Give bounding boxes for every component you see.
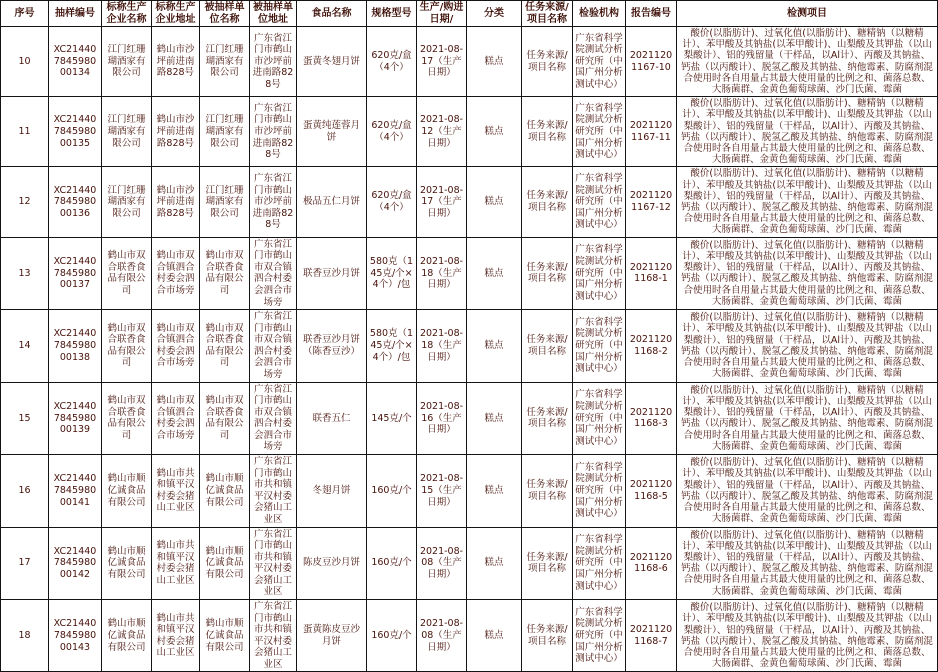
table-cell-food-name: 蛋黄纯莲蓉月饼	[297, 97, 367, 167]
table-cell-test-items: 酸价(以脂肪计)、过氧化值(以脂肪计)、糖精钠（以糖精计）、苯甲酸及其钠盐(以苯甲酸计)、山梨酸及其钾盐（以山梨酸计）、铝的残留量（干样品，以Al计）、丙酸及其钠盐、钙盐（以丙酸计）、脱氢乙酸及其钠盐、纳他霉素、防腐剂混合使用时各自用量占其最大使用量的比例之和、菌落总数、大肠菌群、金黄色葡萄球菌、沙门氏菌、霉菌	[677, 167, 938, 237]
table-cell-serial-no: 13	[1, 237, 49, 309]
table-cell-inspection-org: 广东省科学院测试分析研究所（中国广州分析测试中心）	[573, 27, 626, 97]
table-cell-inspection-org: 广东省科学院测试分析研究所（中国广州分析测试中心）	[573, 167, 626, 237]
table-cell-food-name: 极品五仁月饼	[297, 167, 367, 237]
column-header-spec-model: 规格型号	[367, 1, 417, 27]
table-cell-category: 糕点	[467, 167, 522, 237]
table-cell-task-source: 任务来源/项目名称	[522, 27, 573, 97]
table-cell-category: 糕点	[467, 97, 522, 167]
table-cell-task-source: 任务来源/项目名称	[522, 167, 573, 237]
table-cell-category: 糕点	[467, 27, 522, 97]
table-cell-inspection-org: 广东省科学院测试分析研究所（中国广州分析测试中心）	[573, 382, 626, 454]
table-cell-test-items: 酸价(以脂肪计)、过氧化值(以脂肪计)、糖精钠（以糖精计）、苯甲酸及其钠盐(以苯甲酸计)、山梨酸及其钾盐（以山梨酸计）、铝的残留量（干样品，以Al计）、丙酸及其钠盐、钙盐（以丙酸计）、脱氢乙酸及其钠盐、纳他霉素、防腐剂混合使用时各自用量占其最大使用量的比例之和、菌落总数、大肠菌群、金黄色葡萄球菌、沙门氏菌、霉菌	[677, 382, 938, 454]
table-cell-producer-name: 鹤山市双合联香食品有限公司	[102, 382, 152, 454]
table-cell-task-source: 任务来源/项目名称	[522, 382, 573, 454]
table-cell-test-items: 酸价(以脂肪计)、过氧化值(以脂肪计)、糖精钠（以糖精计）、苯甲酸及其钠盐(以苯甲酸计)、山梨酸及其钾盐（以山梨酸计）、铝的残留量（干样品，以Al计）、丙酸及其钠盐、钙盐（以丙酸计）、脱氢乙酸及其钠盐、纳他霉素、防腐剂混合使用时各自用量占其最大使用量的比例之和、菌落总数、大肠菌群、金黄色葡萄球菌、沙门氏菌、霉菌	[677, 310, 938, 382]
table-cell-serial-no: 11	[1, 97, 49, 167]
table-cell-report-no: 20211201168-1	[626, 237, 677, 309]
table-row	[1, 382, 938, 454]
table-cell-serial-no: 14	[1, 310, 49, 382]
table-cell-producer-name: 鹤山市顺亿诚食品有限公司	[102, 455, 152, 527]
table-cell-sampled-unit-address: 广东省江门市鹤山市双合镇泗合村委会泗合市场旁	[250, 382, 297, 454]
table-cell-sample-no: XC21440784598000137	[49, 237, 102, 309]
table-cell-inspection-org: 广东省科学院测试分析研究所（中国广州分析测试中心）	[573, 527, 626, 599]
table-cell-producer-name: 江门红珊瑚酒家有限公司	[102, 97, 152, 167]
table-cell-test-items: 酸价(以脂肪计)、过氧化值(以脂肪计)、糖精钠（以糖精计）、苯甲酸及其钠盐(以苯甲酸计)、山梨酸及其钾盐（以山梨酸计）、铝的残留量（干样品，以Al计）、丙酸及其钠盐、钙盐（以丙酸计）、脱氢乙酸及其钠盐、纳他霉素、防腐剂混合使用时各自用量占其最大使用量的比例之和、菌落总数、大肠菌群、金黄色葡萄球菌、沙门氏菌、霉菌	[677, 527, 938, 599]
column-header-sampled-unit-name: 被抽样单位名称	[200, 1, 250, 27]
table-cell-test-items: 酸价(以脂肪计)、过氧化值(以脂肪计)、糖精钠（以糖精计）、苯甲酸及其钠盐(以苯甲酸计)、山梨酸及其钾盐（以山梨酸计）、铝的残留量（干样品，以Al计）、丙酸及其钠盐、钙盐（以丙酸计）、脱氢乙酸及其钠盐、纳他霉素、防腐剂混合使用时各自用量占其最大使用量的比例之和、菌落总数、大肠菌群、金黄色葡萄球菌、沙门氏菌、霉菌	[677, 237, 938, 309]
table-header-row	[1, 1, 938, 27]
table-cell-food-name: 冬翅月饼	[297, 455, 367, 527]
table-cell-sample-no: XC21440784598000141	[49, 455, 102, 527]
table-body	[1, 27, 938, 672]
table-cell-category: 糕点	[467, 600, 522, 672]
column-header-report-no: 报告编号	[626, 1, 677, 27]
table-cell-serial-no: 17	[1, 527, 49, 599]
table-cell-food-name: 联香豆沙月饼	[297, 237, 367, 309]
table-cell-sampled-unit-address: 广东省江门市鹤山市共和镇平汉村委会猪山工业区	[250, 600, 297, 672]
table-cell-inspection-org: 广东省科学院测试分析研究所（中国广州分析测试中心）	[573, 600, 626, 672]
table-cell-serial-no: 10	[1, 27, 49, 97]
table-cell-test-items: 酸价(以脂肪计)、过氧化值(以脂肪计)、糖精钠（以糖精计）、苯甲酸及其钠盐(以苯甲酸计)、山梨酸及其钾盐（以山梨酸计）、铝的残留量（干样品，以Al计）、丙酸及其钠盐、钙盐（以丙酸计）、脱氢乙酸及其钠盐、纳他霉素、防腐剂混合使用时各自用量占其最大使用量的比例之和、菌落总数、大肠菌群、金黄色葡萄球菌、沙门氏菌、霉菌	[677, 97, 938, 167]
table-cell-food-name: 联香豆沙月饼（陈香豆沙）	[297, 310, 367, 382]
table-cell-production-date: 2021-08-16（生产日期）	[417, 382, 467, 454]
table-cell-sampled-unit-name: 江门红珊瑚酒家有限公司	[200, 167, 250, 237]
table-cell-spec-model: 620克/盒（4个）	[367, 27, 417, 97]
table-cell-sample-no: XC21440784598000139	[49, 382, 102, 454]
table-cell-sample-no: XC21440784598000135	[49, 97, 102, 167]
table-cell-sampled-unit-name: 鹤山市双合联香食品有限公司	[200, 237, 250, 309]
table-cell-producer-address: 鹤山市双合镇泗合村委会泗合市场旁	[152, 237, 200, 309]
table-cell-producer-address: 鹤山市双合镇泗合村委会泗合市场旁	[152, 382, 200, 454]
table-cell-serial-no: 15	[1, 382, 49, 454]
table-cell-producer-name: 江门红珊瑚酒家有限公司	[102, 167, 152, 237]
table-row	[1, 527, 938, 599]
table-cell-sample-no: XC21440784598000138	[49, 310, 102, 382]
table-cell-task-source: 任务来源/项目名称	[522, 237, 573, 309]
table-cell-report-no: 20211201167-11	[626, 97, 677, 167]
table-cell-sample-no: XC21440784598000134	[49, 27, 102, 97]
table-cell-food-name: 陈皮豆沙月饼	[297, 527, 367, 599]
table-cell-report-no: 20211201168-5	[626, 455, 677, 527]
table-cell-category: 糕点	[467, 310, 522, 382]
table-cell-serial-no: 18	[1, 600, 49, 672]
column-header-sampled-unit-address: 被抽样单位地址	[250, 1, 297, 27]
table-cell-sampled-unit-address: 广东省江门市鹤山市共和镇平汉村委会猪山工业区	[250, 527, 297, 599]
table-cell-sampled-unit-address: 广东省江门市鹤山市共和镇平汉村委会猪山工业区	[250, 455, 297, 527]
table-row	[1, 97, 938, 167]
column-header-category: 分类	[467, 1, 522, 27]
table-row	[1, 600, 938, 672]
table-cell-task-source: 任务来源/项目名称	[522, 600, 573, 672]
table-cell-category: 糕点	[467, 382, 522, 454]
table-cell-category: 糕点	[467, 237, 522, 309]
table-cell-inspection-org: 广东省科学院测试分析研究所（中国广州分析测试中心）	[573, 455, 626, 527]
table-cell-report-no: 20211201168-3	[626, 382, 677, 454]
table-cell-producer-name: 鹤山市双合联香食品有限公司	[102, 310, 152, 382]
table-cell-sample-no: XC21440784598000142	[49, 527, 102, 599]
table-cell-production-date: 2021-08-17（生产日期）	[417, 167, 467, 237]
table-cell-inspection-org: 广东省科学院测试分析研究所（中国广州分析测试中心）	[573, 97, 626, 167]
column-header-task-source: 任务来源/项目名称	[522, 1, 573, 27]
column-header-producer-address: 标称生产企业地址	[152, 1, 200, 27]
table-cell-producer-address: 鹤山市共和镇平汉村委会猪山工业区	[152, 455, 200, 527]
table-cell-production-date: 2021-08-18（生产日期）	[417, 310, 467, 382]
table-cell-spec-model: 160克/个	[367, 455, 417, 527]
table-cell-sampled-unit-name: 鹤山市顺亿诚食品有限公司	[200, 455, 250, 527]
table-cell-sampled-unit-name: 鹤山市顺亿诚食品有限公司	[200, 600, 250, 672]
table-cell-report-no: 20211201167-12	[626, 167, 677, 237]
table-cell-report-no: 20211201168-2	[626, 310, 677, 382]
table-cell-producer-address: 鹤山市沙坪前进南路828号	[152, 27, 200, 97]
table-cell-spec-model: 580克（145克/个×4个）/包	[367, 237, 417, 309]
table-cell-production-date: 2021-08-18（生产日期）	[417, 237, 467, 309]
column-header-sample-no: 抽样编号	[49, 1, 102, 27]
table-cell-spec-model: 160克/个	[367, 600, 417, 672]
column-header-inspection-org: 检验机构	[573, 1, 626, 27]
table-cell-spec-model: 620克/盒（4个）	[367, 167, 417, 237]
table-cell-production-date: 2021-08-08（生产日期）	[417, 600, 467, 672]
table-cell-producer-name: 江门红珊瑚酒家有限公司	[102, 27, 152, 97]
table-cell-sampled-unit-name: 江门红珊瑚酒家有限公司	[200, 27, 250, 97]
table-cell-report-no: 20211201167-10	[626, 27, 677, 97]
table-cell-production-date: 2021-08-15（生产日期）	[417, 455, 467, 527]
table-row	[1, 167, 938, 237]
table-row	[1, 237, 938, 309]
table-cell-report-no: 20211201168-7	[626, 600, 677, 672]
table-cell-production-date: 2021-08-08（生产日期）	[417, 527, 467, 599]
table-cell-sampled-unit-name: 鹤山市双合联香食品有限公司	[200, 310, 250, 382]
table-cell-task-source: 任务来源/项目名称	[522, 527, 573, 599]
table-cell-spec-model: 145克/个	[367, 382, 417, 454]
column-header-test-items: 检测项目	[677, 1, 938, 27]
column-header-food-name: 食品名称	[297, 1, 367, 27]
table-cell-test-items: 酸价(以脂肪计)、过氧化值(以脂肪计)、糖精钠（以糖精计）、苯甲酸及其钠盐(以苯甲酸计)、山梨酸及其钾盐（以山梨酸计）、铝的残留量（干样品，以Al计）、丙酸及其钠盐、钙盐（以丙酸计）、脱氢乙酸及其钠盐、纳他霉素、防腐剂混合使用时各自用量占其最大使用量的比例之和、菌落总数、大肠菌群、金黄色葡萄球菌、沙门氏菌、霉菌	[677, 455, 938, 527]
table-cell-sample-no: XC21440784598000143	[49, 600, 102, 672]
table-cell-spec-model: 620克/盒（4个）	[367, 97, 417, 167]
table-cell-sampled-unit-name: 鹤山市双合联香食品有限公司	[200, 382, 250, 454]
table-cell-category: 糕点	[467, 527, 522, 599]
table-cell-task-source: 任务来源/项目名称	[522, 97, 573, 167]
table-cell-sampled-unit-address: 广东省江门市鹤山市双合镇泗合村委会泗合市场旁	[250, 310, 297, 382]
table-cell-task-source: 任务来源/项目名称	[522, 455, 573, 527]
table-cell-producer-address: 鹤山市沙坪前进南路828号	[152, 97, 200, 167]
table-cell-production-date: 2021-08-17（生产日期）	[417, 27, 467, 97]
table-cell-producer-address: 鹤山市双合镇泗合村委会泗合市场旁	[152, 310, 200, 382]
table-row	[1, 27, 938, 97]
table-cell-serial-no: 16	[1, 455, 49, 527]
table-cell-category: 糕点	[467, 455, 522, 527]
table-cell-producer-address: 鹤山市共和镇平汉村委会猪山工业区	[152, 600, 200, 672]
table-cell-sampled-unit-address: 广东省江门市鹤山市沙坪前进南路828号	[250, 27, 297, 97]
table-cell-producer-name: 鹤山市顺亿诚食品有限公司	[102, 527, 152, 599]
table-cell-producer-name: 鹤山市双合联香食品有限公司	[102, 237, 152, 309]
table-cell-production-date: 2021-08-12（生产日期）	[417, 97, 467, 167]
column-header-serial-no: 序号	[1, 1, 49, 27]
table-row	[1, 455, 938, 527]
table-cell-serial-no: 12	[1, 167, 49, 237]
table-cell-sampled-unit-name: 江门红珊瑚酒家有限公司	[200, 97, 250, 167]
table-cell-producer-name: 鹤山市顺亿诚食品有限公司	[102, 600, 152, 672]
table-cell-test-items: 酸价(以脂肪计)、过氧化值(以脂肪计)、糖精钠（以糖精计）、苯甲酸及其钠盐(以苯甲酸计)、山梨酸及其钾盐（以山梨酸计）、铝的残留量（干样品，以Al计）、丙酸及其钠盐、钙盐（以丙酸计）、脱氢乙酸及其钠盐、纳他霉素、防腐剂混合使用时各自用量占其最大使用量的比例之和、菌落总数、大肠菌群、金黄色葡萄球菌、沙门氏菌、霉菌	[677, 27, 938, 97]
table-cell-spec-model: 580克（145克/个×4个）/包	[367, 310, 417, 382]
table-cell-inspection-org: 广东省科学院测试分析研究所（中国广州分析测试中心）	[573, 237, 626, 309]
table-cell-producer-address: 鹤山市共和镇平汉村委会猪山工业区	[152, 527, 200, 599]
table-cell-test-items: 酸价(以脂肪计)、过氧化值(以脂肪计)、糖精钠（以糖精计）、苯甲酸及其钠盐(以苯甲酸计)、山梨酸及其钾盐（以山梨酸计）、铝的残留量（干样品，以Al计）、丙酸及其钠盐、钙盐（以丙酸计）、脱氢乙酸及其钠盐、纳他霉素、防腐剂混合使用时各自用量占其最大使用量的比例之和、菌落总数、大肠菌群、金黄色葡萄球菌、沙门氏菌、霉菌	[677, 600, 938, 672]
table-cell-sample-no: XC21440784598000136	[49, 167, 102, 237]
table-cell-spec-model: 160克/个	[367, 527, 417, 599]
column-header-producer-name: 标称生产企业名称	[102, 1, 152, 27]
table-cell-producer-address: 鹤山市沙坪前进南路828号	[152, 167, 200, 237]
table-cell-food-name: 联香五仁	[297, 382, 367, 454]
table-cell-sampled-unit-address: 广东省江门市鹤山市双合镇泗合村委会泗合市场旁	[250, 237, 297, 309]
table-cell-task-source: 任务来源/项目名称	[522, 310, 573, 382]
column-header-production-date: 生产/购进日期/	[417, 1, 467, 27]
table-cell-inspection-org: 广东省科学院测试分析研究所（中国广州分析测试中心）	[573, 310, 626, 382]
table-cell-report-no: 20211201168-6	[626, 527, 677, 599]
table-cell-sampled-unit-address: 广东省江门市鹤山市沙坪前进南路828号	[250, 97, 297, 167]
table-cell-sampled-unit-name: 鹤山市顺亿诚食品有限公司	[200, 527, 250, 599]
table-cell-food-name: 蛋黄陈皮豆沙月饼	[297, 600, 367, 672]
table-row	[1, 310, 938, 382]
table-cell-food-name: 蛋黄冬翅月饼	[297, 27, 367, 97]
table-cell-sampled-unit-address: 广东省江门市鹤山市沙坪前进南路828号	[250, 167, 297, 237]
